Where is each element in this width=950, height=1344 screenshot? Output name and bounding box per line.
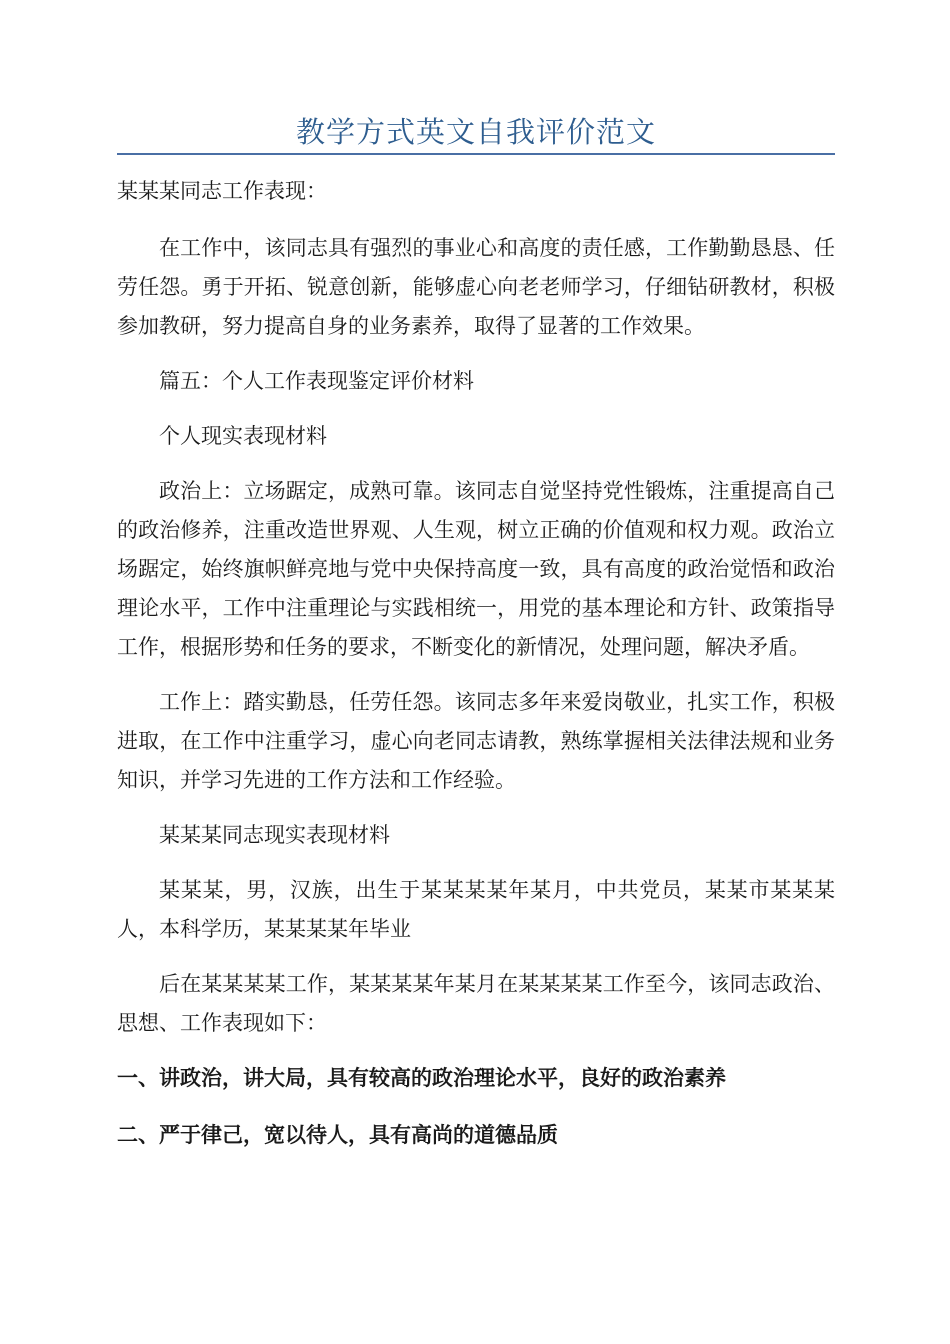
section-heading-part-five: 篇五：个人工作表现鉴定评价材料 [159,369,474,393]
section-subheading-2: 某某某同志现实表现材料 [159,823,390,847]
bold-heading-one: 一、讲政治，讲大局，具有较高的政治理论水平，良好的政治素养 [117,1066,726,1090]
section-subheading: 个人现实表现材料 [159,424,327,448]
paragraph-political: 政治上：立场踞定，成熟可靠。该同志自觉坚持党性锻炼，注重提高自己的政治修养，注重改造世界观、人生观，树立正确的价值观和权力观。政治立场踞定，始终旗帜鲜亮地与党中央保持高度一致，具有高度的政治觉悟和政治理论水平，工作中注重理论与实践相统一，用党的基本理论和方针、政策指导工作，根据形势和任务的要求，不断变化的新情况，处理问题，解决矛盾。 [117,479,835,659]
title-underline [117,153,835,155]
paragraph-intro: 某某某同志工作表现： [117,179,327,203]
paragraph-work: 工作上：踏实勤恳，任劳任怨。该同志多年来爱岗敬业，扎实工作，积极进取，在工作中注重学习，虚心向老同志请教，熟练掌握相关法律法规和业务知识，并学习先进的工作方法和工作经验。 [117,690,835,792]
paragraph-career: 后在某某某某工作，某某某某年某月在某某某某工作至今，该同志政治、思想、工作表现如下： [117,972,835,1035]
document-body [117,172,835,1173]
paragraph-work-performance: 在工作中，该同志具有强烈的事业心和高度的责任感，工作勤勤恳恳、任劳任怨。勇于开拓、锐意创新，能够虚心向老老师学习，仔细钻研教材，积极参加教研，努力提高自身的业务素养，取得了显著的工作效果。 [117,236,835,338]
document-title: 教学方式英文自我评价范文 [295,115,656,149]
paragraph-profile: 某某某，男，汉族，出生于某某某某年某月，中共党员，某某市某某某人，本科学历，某某某某年毕业 [117,878,835,941]
bold-heading-two: 二、严于律己，宽以待人，具有高尚的道德品质 [117,1123,558,1147]
